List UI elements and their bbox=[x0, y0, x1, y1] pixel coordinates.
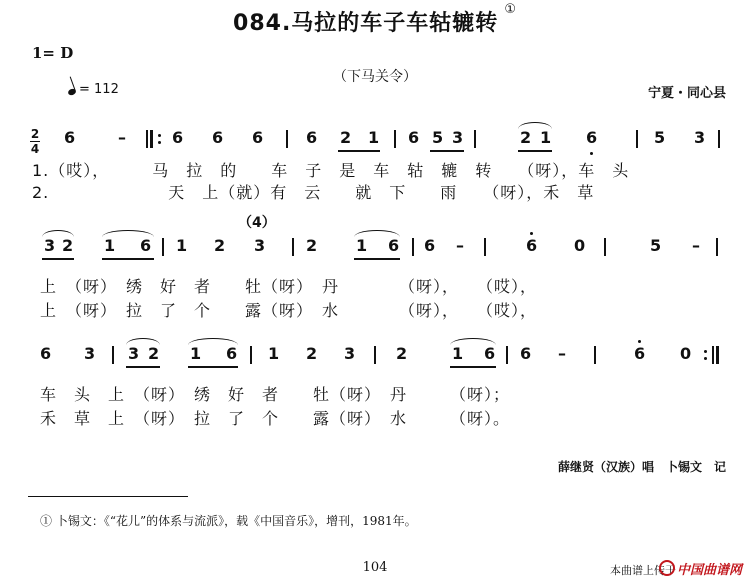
logo-text: 中国曲谱网 bbox=[676, 563, 742, 578]
note: 3 bbox=[44, 236, 56, 255]
end-repeat-bar-thick bbox=[716, 346, 719, 364]
note: 6 bbox=[212, 128, 224, 147]
note: 3 bbox=[128, 344, 140, 363]
note: 6 bbox=[64, 128, 76, 147]
note: 2 bbox=[306, 236, 318, 255]
repeat-bar-thick bbox=[150, 130, 153, 148]
slur bbox=[450, 338, 496, 345]
note: 3 bbox=[254, 236, 266, 255]
barline bbox=[484, 238, 486, 256]
barline bbox=[394, 130, 396, 148]
note: 5 bbox=[654, 128, 666, 147]
note: 6 bbox=[408, 128, 420, 147]
barline bbox=[506, 346, 508, 364]
lyric-line-1-verse-2: 2. 天 上（就）有 云 就 下 雨 （呀），禾 草 bbox=[32, 183, 595, 202]
note: 3 bbox=[694, 128, 706, 147]
barline bbox=[112, 346, 114, 364]
repeat-dot bbox=[158, 141, 161, 144]
note: 1 bbox=[540, 128, 552, 147]
staff-line-3 bbox=[0, 344, 750, 368]
repeat-dot bbox=[704, 357, 707, 360]
slur bbox=[42, 230, 74, 237]
performer-credit: 薛继贤（汉族）唱 卜锡文 记 bbox=[557, 460, 726, 474]
note: 3 bbox=[344, 344, 356, 363]
note: 6 bbox=[140, 236, 152, 255]
note: 1 bbox=[176, 236, 188, 255]
barline bbox=[286, 130, 288, 148]
note: 6 bbox=[388, 236, 400, 255]
footnote: ① 卜锡文：《“花儿”的体系与流派》，载《中国音乐》，增刊，1981年。 bbox=[40, 514, 417, 528]
barline bbox=[374, 346, 376, 364]
note: 6 bbox=[226, 344, 238, 363]
barline bbox=[412, 238, 414, 256]
region-label: 宁夏・同心县 bbox=[647, 86, 726, 101]
upper-octave-dot bbox=[638, 340, 641, 343]
lower-octave-dot bbox=[590, 152, 593, 155]
tempo-value: = 112 bbox=[79, 82, 119, 97]
upload-note: 本曲谱上传于 bbox=[610, 564, 676, 577]
time-signature-top: 2 bbox=[30, 127, 40, 141]
lyric-line-3-verse-1: 车 头 上 （呀） 绣 好 者 牡（呀） 丹 （呀）； bbox=[40, 385, 511, 404]
page-number: 104 bbox=[362, 560, 388, 575]
barline bbox=[716, 238, 718, 256]
note: 2 bbox=[340, 128, 352, 147]
staff-line-2 bbox=[0, 236, 750, 260]
footnote-mark: ① bbox=[504, 2, 517, 17]
underline-beam bbox=[102, 258, 154, 260]
note: 1 bbox=[104, 236, 116, 255]
note: 2 bbox=[306, 344, 318, 363]
barline bbox=[250, 346, 252, 364]
note-dash: – bbox=[558, 344, 566, 363]
underline-beam bbox=[430, 150, 464, 152]
end-repeat-bar bbox=[712, 346, 714, 364]
key-signature: 1= D bbox=[32, 44, 74, 62]
barline bbox=[474, 130, 476, 148]
note: 0 bbox=[574, 236, 586, 255]
note-dash: – bbox=[692, 236, 700, 255]
song-title bbox=[0, 2, 750, 37]
note-dash: – bbox=[456, 236, 464, 255]
barline bbox=[636, 130, 638, 148]
barline bbox=[718, 130, 720, 148]
note: 2 bbox=[148, 344, 160, 363]
note: 1 bbox=[356, 236, 368, 255]
note: 2 bbox=[396, 344, 408, 363]
note: 5 bbox=[650, 236, 662, 255]
logo-icon bbox=[659, 560, 675, 576]
underline-beam bbox=[338, 150, 380, 152]
note: 5 bbox=[432, 128, 444, 147]
barline bbox=[162, 238, 164, 256]
note: 1 bbox=[368, 128, 380, 147]
time-signature-bottom: 4 bbox=[30, 142, 40, 156]
tempo-marking bbox=[68, 82, 119, 97]
repeat-dot bbox=[704, 350, 707, 353]
repeat-bar bbox=[146, 130, 148, 148]
tune-name: （下马关令） bbox=[333, 69, 417, 85]
slur bbox=[102, 230, 154, 237]
underline-beam bbox=[518, 150, 552, 152]
footnote-divider bbox=[28, 496, 188, 497]
slur bbox=[126, 338, 160, 345]
note: 6 bbox=[252, 128, 264, 147]
slur bbox=[518, 122, 552, 129]
lyric-line-2-verse-1: 上 （呀） 绣 好 者 牡（呀） 丹 （呀）， （哎）， bbox=[40, 277, 538, 296]
note: 2 bbox=[520, 128, 532, 147]
note: 1 bbox=[268, 344, 280, 363]
barline bbox=[292, 238, 294, 256]
slur bbox=[188, 338, 238, 345]
quarter-note-icon bbox=[67, 88, 77, 96]
song-title-text: 084.马拉的车子车轱辘转 bbox=[233, 11, 499, 36]
lyric-line-2-verse-2: 上 （呀） 拉 了 个 露（呀） 水 （呀）， （哎）， bbox=[40, 301, 538, 320]
note: 6 bbox=[586, 128, 598, 147]
underline-beam bbox=[42, 258, 74, 260]
note: 3 bbox=[84, 344, 96, 363]
note: 6 bbox=[306, 128, 318, 147]
note: 6 bbox=[526, 236, 538, 255]
note: 1 bbox=[190, 344, 202, 363]
note: 1 bbox=[452, 344, 464, 363]
repeat-dot bbox=[158, 134, 161, 137]
note: 6 bbox=[424, 236, 436, 255]
note-dash: – bbox=[118, 128, 126, 147]
barline bbox=[604, 238, 606, 256]
upper-octave-dot bbox=[530, 232, 533, 235]
underline-beam bbox=[354, 258, 400, 260]
underline-beam bbox=[188, 366, 238, 368]
lyric-line-1-verse-1: 1.（哎）， 马 拉 的 车 子 是 车 轱 辘 转 （呀），车 头 bbox=[32, 161, 630, 180]
note: 6 bbox=[634, 344, 646, 363]
staff-line-1 bbox=[0, 128, 750, 152]
note: 6 bbox=[484, 344, 496, 363]
underline-beam bbox=[126, 366, 160, 368]
note: 3 bbox=[452, 128, 464, 147]
site-logo[interactable] bbox=[659, 558, 742, 578]
note: 6 bbox=[172, 128, 184, 147]
note: 6 bbox=[520, 344, 532, 363]
note: 2 bbox=[62, 236, 74, 255]
underline-beam bbox=[450, 366, 496, 368]
note: 6 bbox=[40, 344, 52, 363]
lyric-line-3-verse-2: 禾 草 上 （呀） 拉 了 个 露（呀） 水 （呀）。 bbox=[40, 409, 511, 428]
measure-marker: （4） bbox=[238, 215, 276, 231]
slur bbox=[354, 230, 400, 237]
note: 2 bbox=[214, 236, 226, 255]
note: 0 bbox=[680, 344, 692, 363]
barline bbox=[594, 346, 596, 364]
